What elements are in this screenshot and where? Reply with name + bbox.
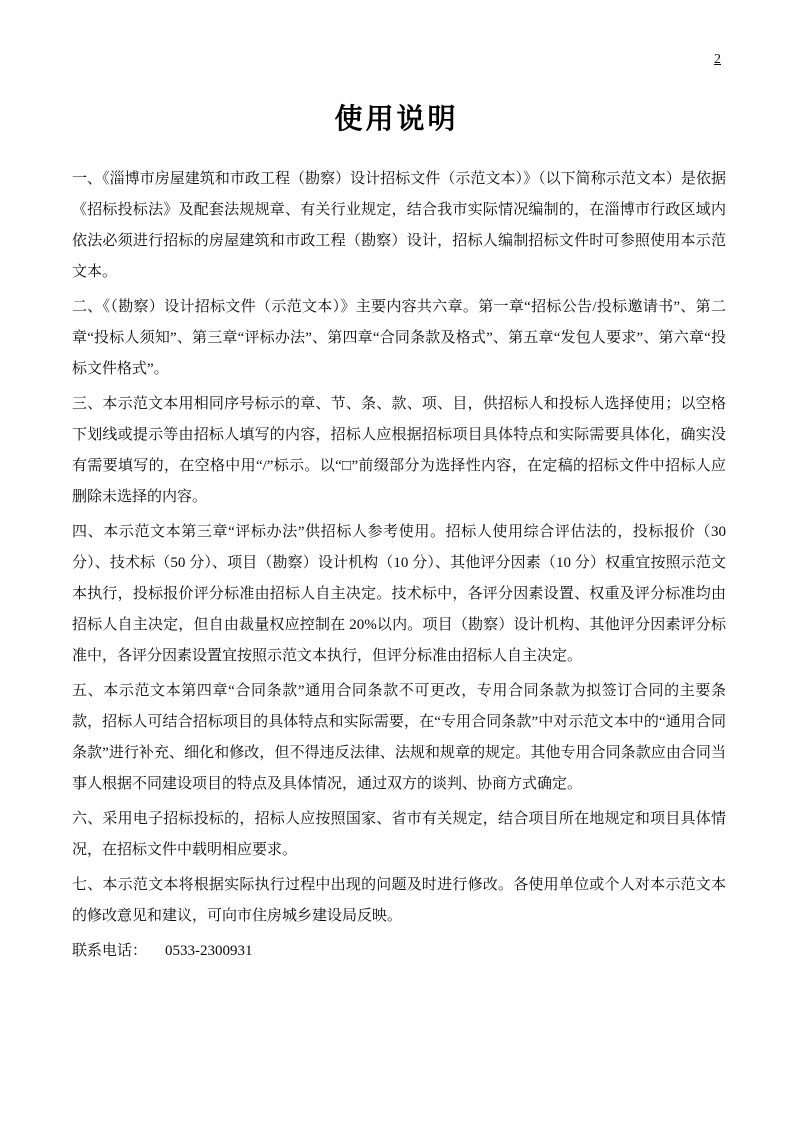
paragraph-4: 四、本示范文本第三章“评标办法”供招标人参考使用。招标人使用综合评估法的，投标报价（30 分）、技术标（50 分）、项目（勘察）设计机构（10 分）、其他评分因素（10 分）权重宜按照示范文本执行，投标报价评分标准由招标人自主决定。技术标中，各评分因素设置、权重及评分标准均由招标人自主决定，但自由裁量权应控制在 20%以内。项目（勘察）设计机构、其他评分因素评分标准中，各评分因素设置宜按照示范文本执行，但评分标准由招标人自主决定。	[72, 524, 726, 664]
paragraph-6: 六、采用电子招标投标的，招标人应按照国家、省市有关规定，结合项目所在地规定和项目具体情况，在招标文件中载明相应要求。	[72, 811, 726, 858]
document-body	[0, 140, 793, 967]
page-title: 使用说明	[334, 104, 459, 135]
paragraph-5: 五、本示范文本第四章“合同条款”通用合同条款不可更改，专用合同条款为拟签订合同的主要条款，招标人可结合招标项目的具体特点和实际需要，在“专用合同条款”中对示范文本中的“通用合同条款”进行补充、细化和修改，但不得违反法律、法规和规章的规定。其他专用合同条款应由合同当事人根据不同建设项目的特点及具体情况，通过双方的谈判、协商方式确定。	[72, 683, 726, 792]
paragraph-2: 二、《（勘察）设计招标文件（示范文本）》主要内容共六章。第一章“招标公告/投标邀请书”、第二章“投标人须知”、第三章“评标办法”、第四章“合同条款及格式”、第五章“发包人要求”、第六章“投标文件格式”。	[72, 299, 726, 377]
paragraph-7: 七、本示范文本将根据实际执行过程中出现的问题及时进行修改。各使用单位或个人对本示范文本的修改意见和建议，可向市住房城乡建设局反映。	[72, 877, 726, 924]
paragraph-1: 一、《淄博市房屋建筑和市政工程（勘察）设计招标文件（示范文本）》（以下简称示范文本）是依据《招标投标法》及配套法规规章、有关行业规定，结合我市实际情况编制的，在淄博市行政区域内依法必须进行招标的房屋建筑和市政工程（勘察）设计，招标人编制招标文件时可参照使用本示范文本。	[72, 171, 726, 280]
page-number: 2	[714, 52, 721, 67]
contact-phone-line	[72, 936, 726, 967]
contact-phone-number: 0533-2300931	[165, 943, 253, 959]
paragraph-3: 三、本示范文本用相同序号标示的章、节、条、款、项、目，供招标人和投标人选择使用；以空格下划线或提示等由招标人填写的内容，招标人应根据招标项目具体特点和实际需要具体化，确实没有需要填写的，在空格中用“/”标示。以“□”前缀部分为选择性内容，在定稿的招标文件中招标人应删除未选择的内容。	[72, 396, 726, 505]
contact-label: 联系电话：	[72, 943, 148, 959]
